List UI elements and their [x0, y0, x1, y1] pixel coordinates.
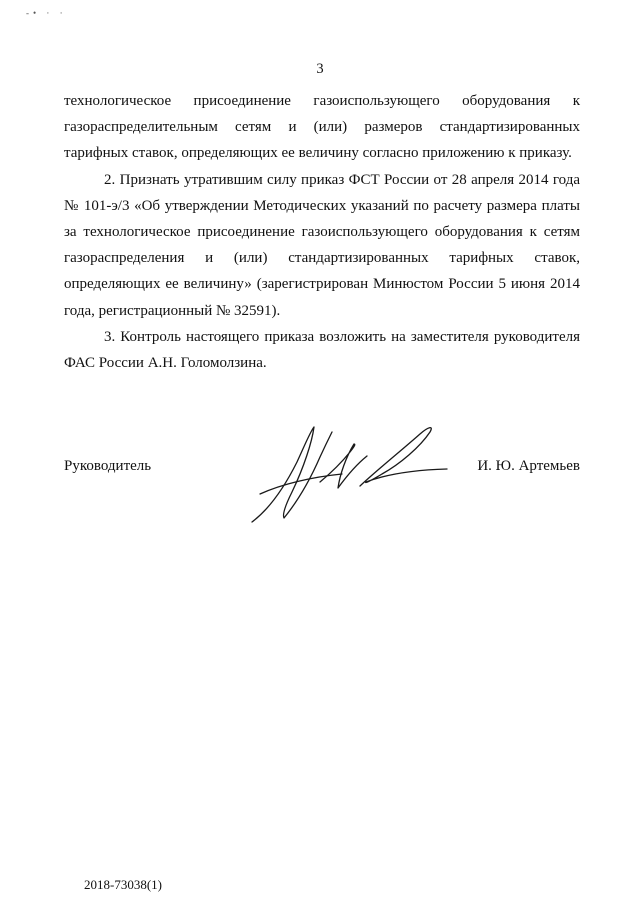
paragraph-3 [64, 324, 580, 376]
paragraph-2-line-4: газораспределения и (или) стандартизированных тарифных ставок, [64, 250, 580, 267]
paragraph-1-line-1: технологическое присоединение газоиспользующего оборудования к [64, 93, 580, 109]
paragraph-2-line-1: 2. Признать утратившим силу приказ ФСТ России от 28 апреля 2014 года [104, 171, 580, 188]
paragraph-2-line-5: определяющих ее величину» (зарегистрирован Минюстом России 5 июня 2014 [64, 276, 580, 293]
page-number: 3 [316, 61, 324, 77]
document-code: 2018-73038(1) [84, 877, 162, 892]
paragraph-1-line-3: тарифных ставок, определяющих ее величину согласно приложению к приказу. [64, 145, 572, 162]
paragraph-2-line-3: за технологическое присоединение газоиспользующего оборудования к сетям [64, 224, 580, 241]
scan-corner-marks: -• · · [26, 8, 67, 18]
paragraph-1-line-2: газораспределительным сетям и (или) размеров стандартизированных [64, 119, 580, 136]
paragraph-2 [64, 167, 580, 324]
paragraph-1 [64, 88, 580, 167]
handwritten-signature [242, 422, 472, 532]
signatory-name: И. Ю. Артемьев [477, 458, 580, 474]
paragraph-2-line-2: № 101-э/3 «Об утверждении Методических указаний по расчету размера платы [64, 197, 580, 214]
paragraph-2-line-6: года, регистрационный № 32591). [64, 302, 281, 319]
signatory-position: Руководитель [64, 458, 152, 474]
document-body [64, 88, 580, 376]
signature-block [64, 450, 580, 550]
paragraph-3-line-2: ФАС России А.Н. Голомолзина. [64, 355, 267, 372]
paragraph-3-line-1: 3. Контроль настоящего приказа возложить на заместителя руководителя [104, 328, 580, 345]
